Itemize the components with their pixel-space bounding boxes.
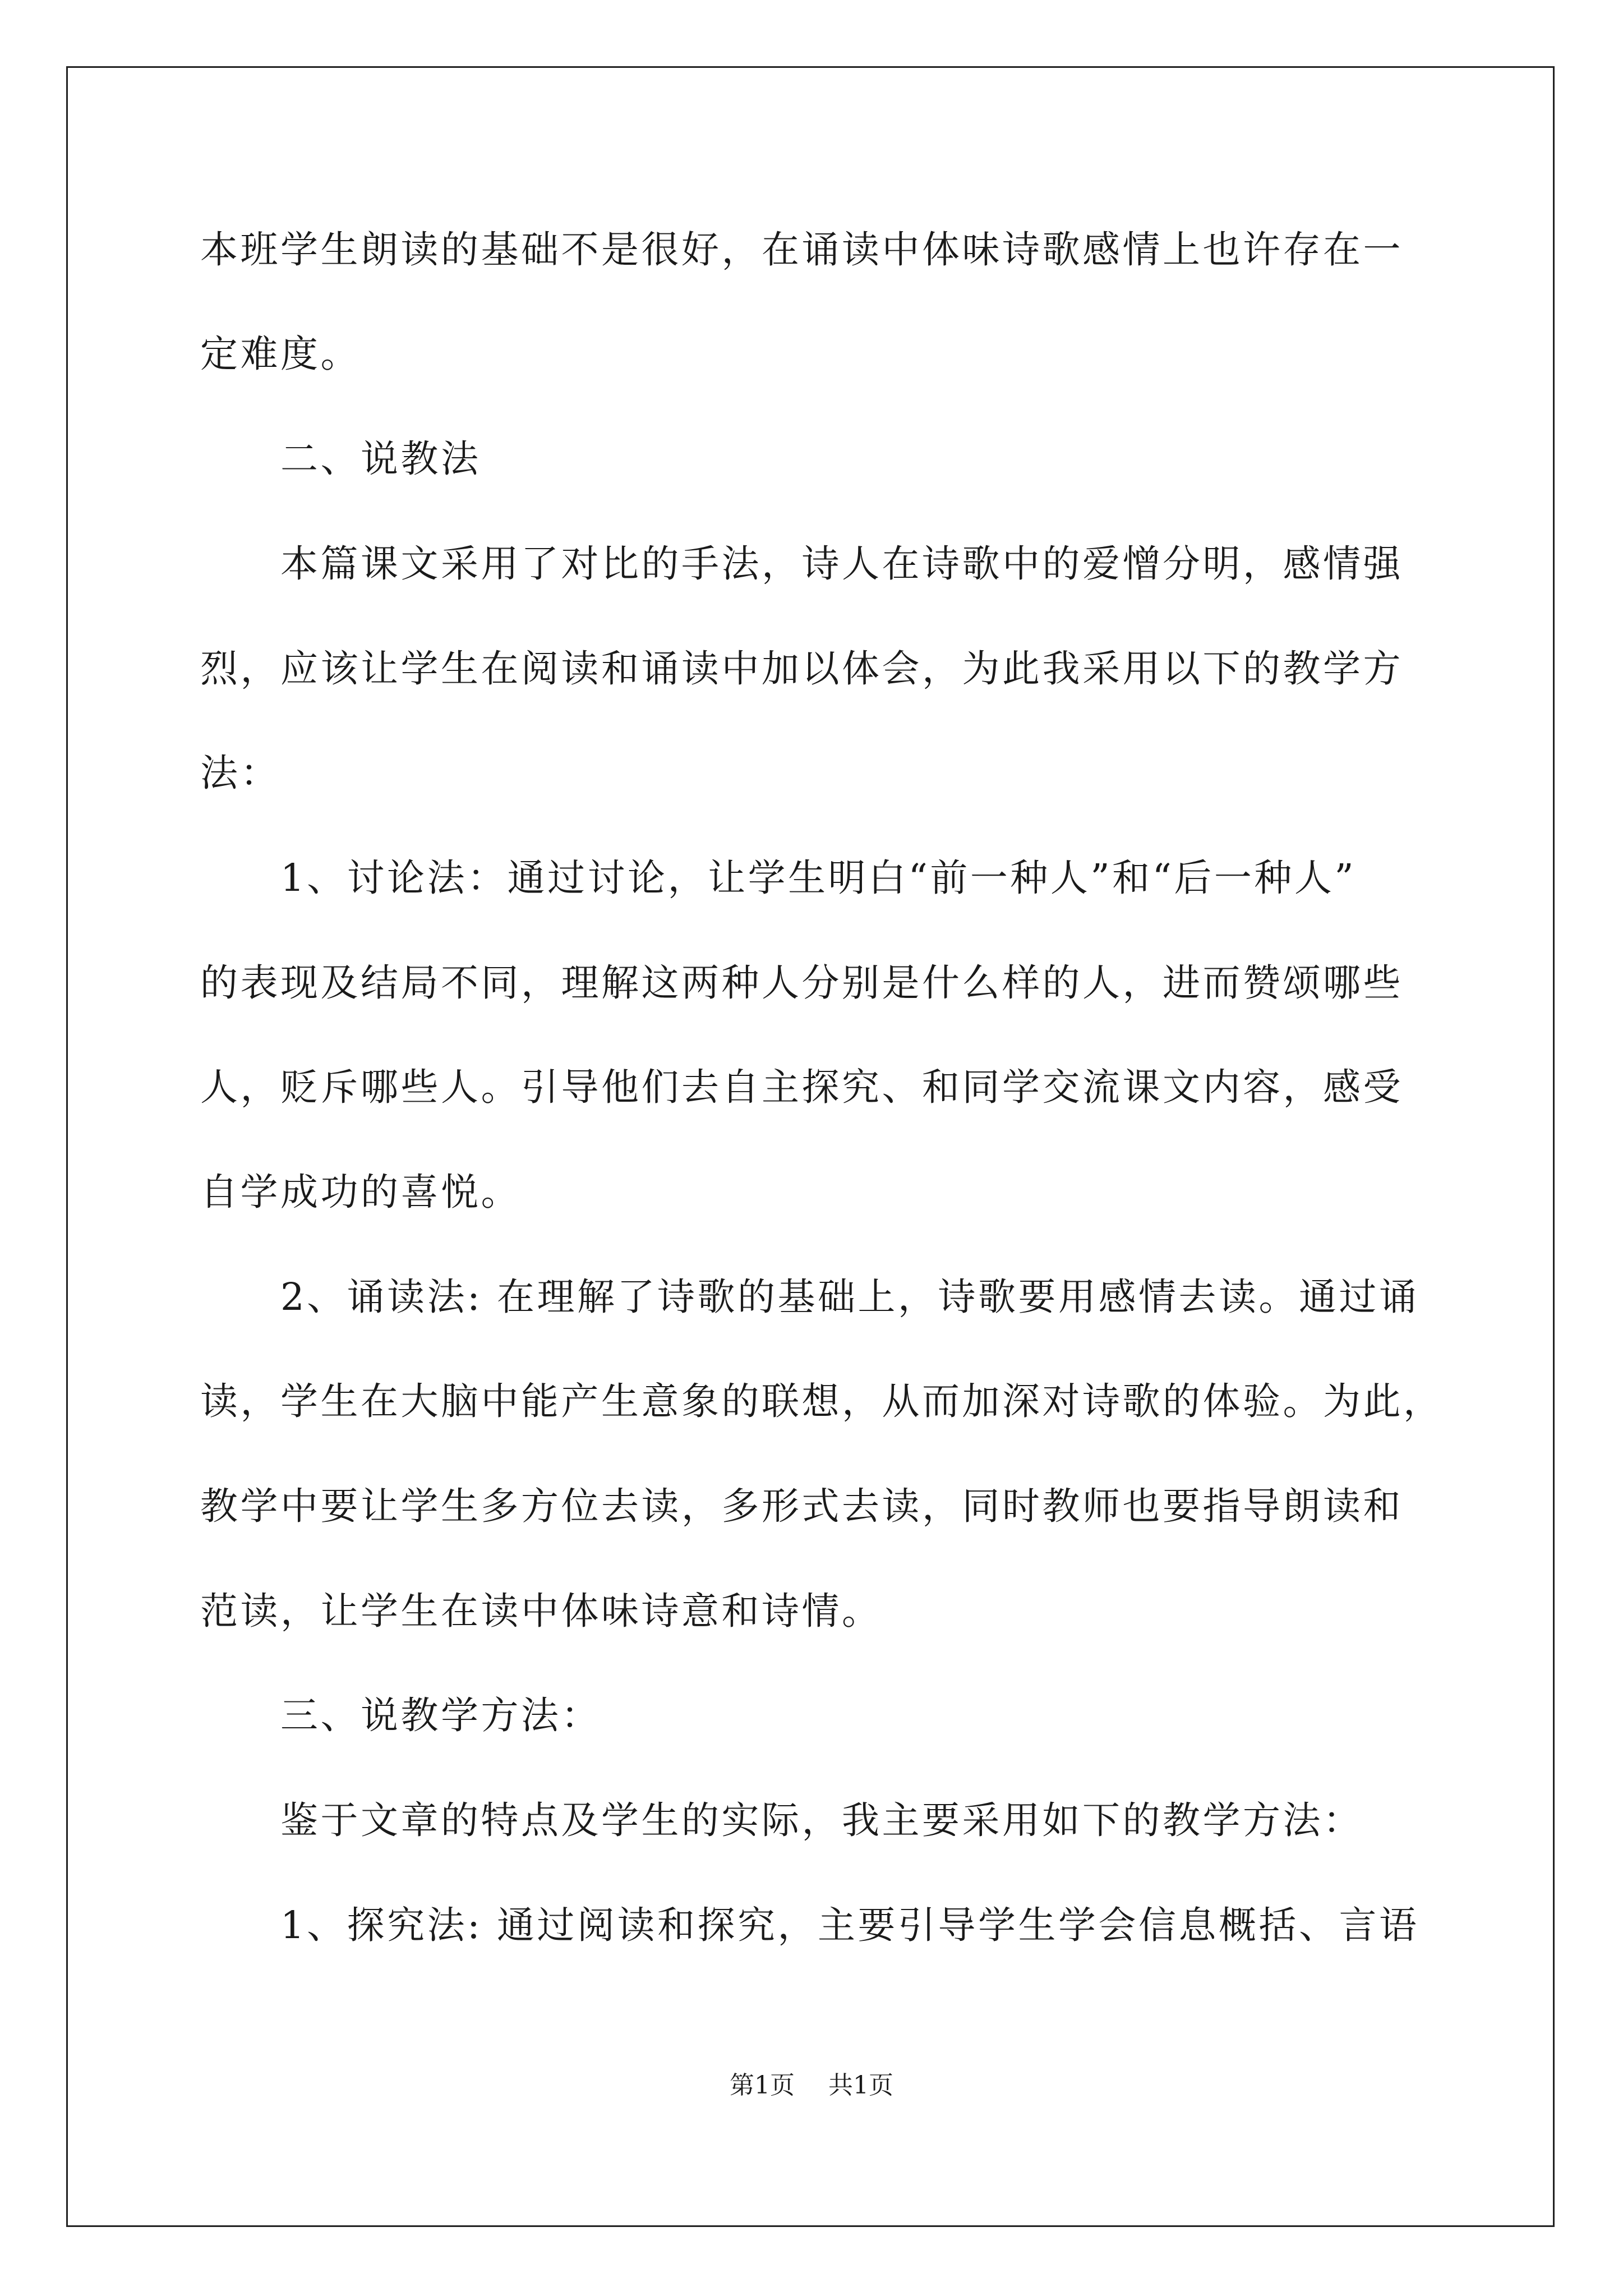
- text-line: 教学中要让学生多方位去读，多形式去读，同时教师也要指导朗读和: [200, 1484, 1403, 1528]
- total-pages: 共1页: [828, 2071, 893, 2100]
- section-heading: 二、说教法: [280, 437, 481, 481]
- page-footer: [0, 2070, 1623, 2101]
- text-line: 本班学生朗读的基础不是很好，在诵读中体味诗歌感情上也许存在一: [200, 228, 1403, 272]
- text-line: 定难度。: [200, 332, 361, 376]
- text-line: 2、诵读法: 在理解了诗歌的基础上，诗歌要用感情去读。通过诵: [280, 1275, 1419, 1319]
- text-line: 范读，让学生在读中体味诗意和诗情。: [200, 1589, 882, 1633]
- text-line: 烈，应该让学生在阅读和诵读中加以体会，为此我采用以下的教学方: [200, 647, 1403, 691]
- page-number: 第1页: [730, 2071, 795, 2100]
- text-line: 人，贬斥哪些人。引导他们去自主探究、和同学交流课文内容，感受: [200, 1065, 1403, 1109]
- section-heading: 三、说教学方法：: [280, 1694, 601, 1737]
- text-line: 自学成功的喜悦。: [200, 1170, 521, 1214]
- text-line: 读，学生在大脑中能产生意象的联想，从而加深对诗歌的体验。为此，: [200, 1379, 1444, 1423]
- text-line: 1、探究法: 通过阅读和探究，主要引导学生学会信息概括、言语: [280, 1903, 1419, 1947]
- text-line: 法：: [200, 751, 280, 795]
- text-line: 1、讨论法：通过讨论，让学生明白“前一种人”和“后一种人”: [280, 856, 1357, 900]
- text-line: 的表现及结局不同，理解这两种人分别是什么样的人，进而赞颂哪些: [200, 961, 1403, 1005]
- text-line: 鉴于文章的特点及学生的实际，我主要采用如下的教学方法：: [280, 1798, 1363, 1842]
- text-line: 本篇课文采用了对比的手法，诗人在诗歌中的爱憎分明，感情强: [280, 542, 1403, 586]
